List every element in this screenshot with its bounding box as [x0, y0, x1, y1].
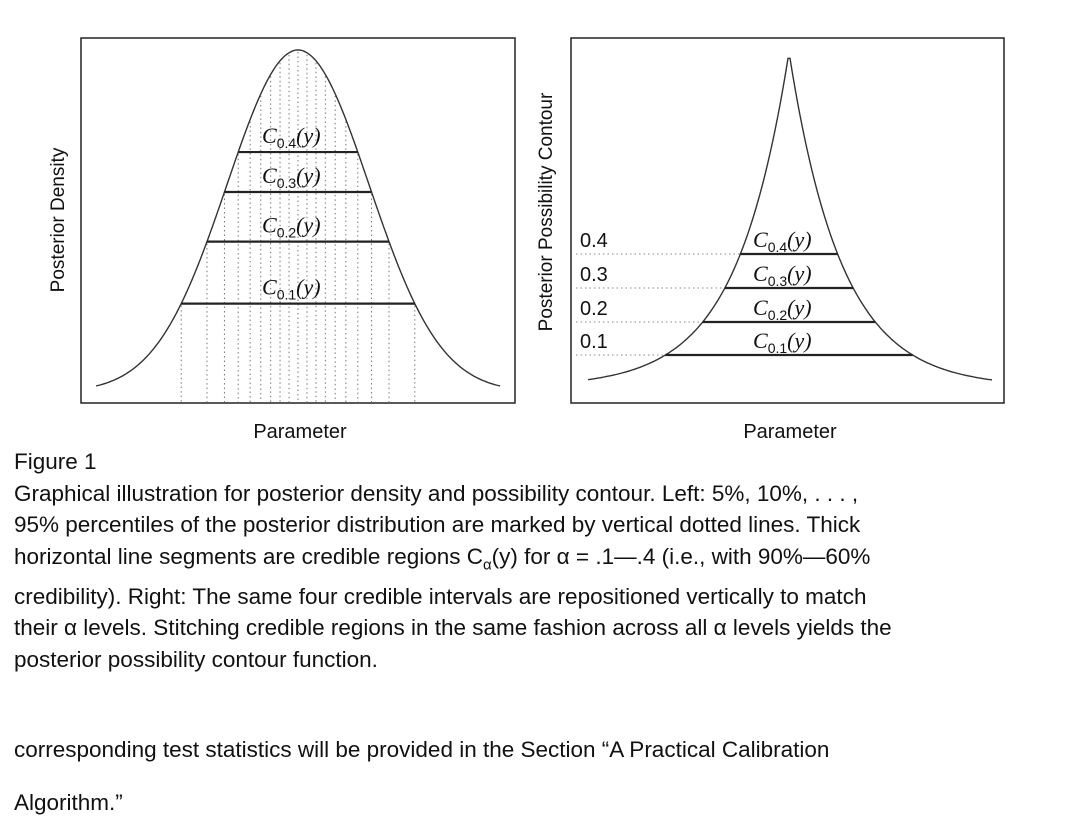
caption-line: posterior possibility contour function. [14, 647, 378, 673]
left-region-labels [262, 123, 321, 303]
right-region-labels [753, 227, 812, 356]
credible-region-label: $C_{0.3}(y)$ [753, 261, 812, 289]
caption-title: Figure 1 [14, 449, 97, 474]
left-panel [48, 38, 515, 443]
right-y-axis-label: Posterior Possibility Contour [536, 92, 557, 332]
credible-region-label: $C_{0.3}(y)$ [262, 163, 321, 192]
alpha-subscript: α [483, 556, 492, 574]
alpha-level-label: 0.4 [580, 230, 608, 252]
caption-line: 95% percentiles of the posterior distribution are marked by vertical dotted lines. Thick [14, 512, 861, 538]
body-text-line: Algorithm.” [14, 790, 123, 815]
right-panel [536, 38, 1004, 443]
credible-region-label: $C_{0.4}(y)$ [262, 123, 321, 152]
credible-region-label: $C_{0.4}(y)$ [753, 227, 812, 255]
alpha-level-label: 0.3 [580, 264, 608, 286]
credible-region-label: $C_{0.2}(y)$ [753, 295, 812, 323]
caption-line: horizontal line segments are credible regions $C_\alpha(y)$ for α = .1—.4 (i.e., with 90%—60% [14, 543, 871, 574]
left-x-axis-label: Parameter [253, 421, 347, 443]
figure-caption [14, 446, 1069, 676]
caption-line: their α levels. Stitching credible regions in the same fashion across all α levels yields the [14, 615, 892, 641]
caption-line: Graphical illustration for posterior density and possibility contour. Left: 5%, 10%, . . . , [14, 480, 859, 506]
alpha-level-labels [580, 230, 608, 353]
alpha-level-label: 0.1 [580, 331, 608, 353]
credible-region-label: $C_{0.2}(y)$ [262, 212, 321, 241]
caption-line: credibility). Right: The same four credible intervals are repositioned vertically to match [14, 583, 867, 609]
left-y-axis-label: Posterior Density [48, 147, 69, 293]
credible-region-label: $C_{0.1}(y)$ [753, 328, 812, 356]
right-x-axis-label: Parameter [743, 421, 837, 443]
alpha-level-label: 0.2 [580, 298, 608, 320]
credible-region-label: $C_{0.1}(y)$ [262, 274, 321, 303]
body-text-line: corresponding test statistics will be provided in the Section “A Practical Calibration [14, 737, 830, 762]
